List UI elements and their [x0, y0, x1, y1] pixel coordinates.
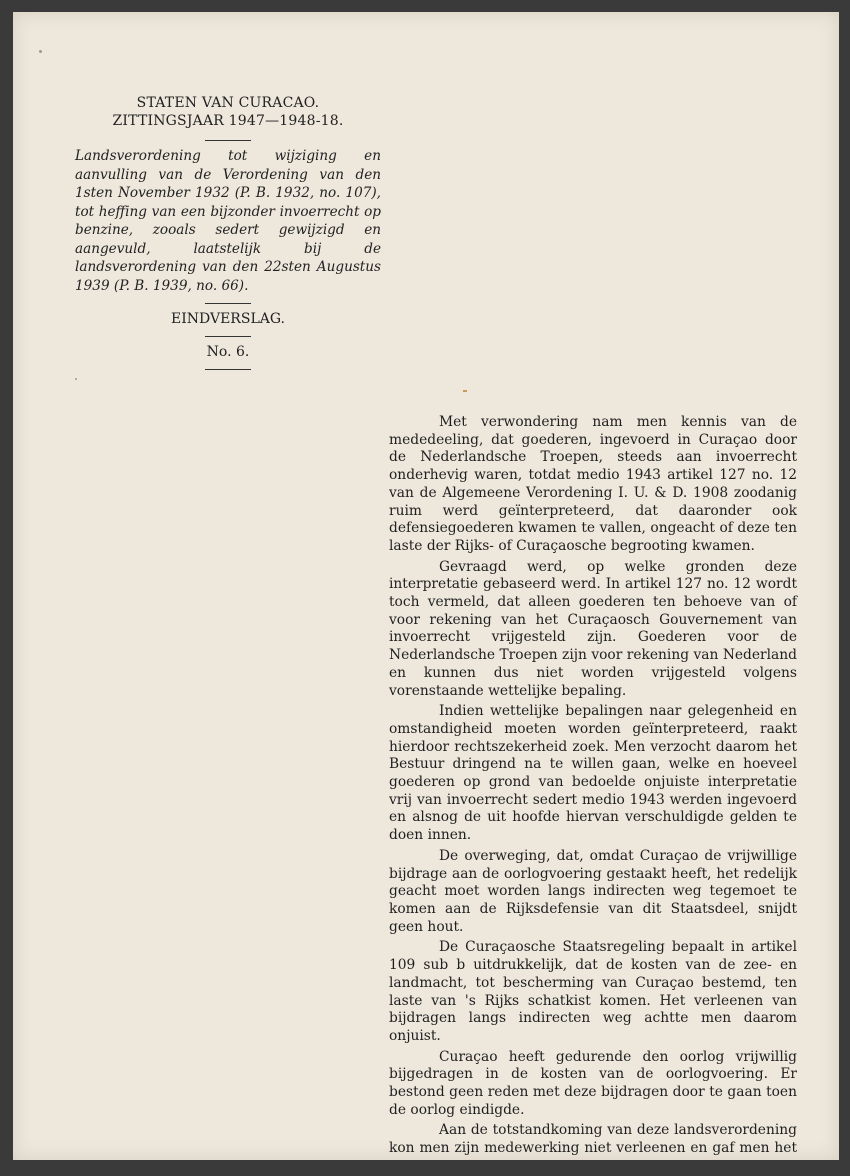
- assembly-title: STATEN VAN CURACAO.: [136, 95, 320, 111]
- paragraph: De overweging, dat, omdat Curaçao de vrijwillige bijdrage aan de oorlogvoering gestaakt heeft, het redelijk geacht moet worden langs indirecten weg tegemoet te komen aan de Rijksdefensie van dit Staatsdeel, snijdt geen hout.: [389, 847, 797, 935]
- report-body: [389, 414, 797, 1161]
- divider: [205, 336, 251, 337]
- divider: [205, 140, 251, 141]
- paragraph: De Curaçaosche Staatsregeling bepaalt in artikel 109 sub b uitdrukkelijk, dat de kosten van de zee- en landmacht, tot bescherming van Curaçao bestemd, ten laste van 's Rijks schatkist komen. Het verleenen van bijdragen langs indirecten weg achtte men daarom onjuist.: [389, 939, 797, 1044]
- scan-mark: [463, 390, 467, 392]
- paragraph: Curaçao heeft gedurende den oorlog vrijwillig bijgedragen in de kosten van de oorlogvoering. Er bestond geen reden met deze bijdragen door te gaan toen de oorlog eindigde.: [389, 1048, 797, 1118]
- session-year: ZITTINGSJAAR 1947—1948-18.: [112, 113, 344, 129]
- scan-speck: [75, 378, 77, 380]
- paragraph: Met verwondering nam men kennis van de mededeeling, dat goederen, ingevoerd in Curaçao door de Nederlandsche Troepen, steeds aan invoerrecht onderhevig waren, totdat medio 1943 artikel 127 no. 12 van de Algemeene Verordening I. U. & D. 1908 zoodanig ruim werd geïnterpreteerd, dat daaronder ook defensiegoederen kwamen te vallen, ongeacht of deze ten laste der Rijks- of Curaçaosche begrooting kwamen.: [389, 414, 797, 554]
- scan-speck: [39, 50, 42, 53]
- ordinance-subject: Landsverordening tot wijziging en aanvulling van de Verordening van den 1sten November 1932 (P. B. 1932, no. 107), tot heffing van een bijzonder invoerrecht op benzine, zooals sedert gewijzigd en aangevuld, laatstelijk bij de landsverordening van den 22sten Augustus 1939 (P. B. 1939, no. 66).: [75, 148, 381, 294]
- document-header: [75, 94, 381, 376]
- document-page: [13, 12, 839, 1160]
- paragraph: Gevraagd werd, op welke gronden deze interpretatie gebaseerd werd. In artikel 127 no. 12 wordt toch vermeld, dat alleen goederen ten behoeve van of voor rekening van het Curaçaosch Gouvernement van invoerrecht vrijgesteld zijn. Goederen voor de Nederlandsche Troepen zijn voor rekening van Nederland en kunnen dus niet worden vrijgesteld volgens vorenstaande wettelijke bepaling.: [389, 558, 797, 699]
- paragraph: Aan de totstandkoming van deze landsverordening kon men zijn medewerking niet verleenen en gaf men het: [389, 1122, 797, 1157]
- report-number: No. 6.: [206, 344, 250, 360]
- report-label: EINDVERSLAG.: [171, 311, 285, 327]
- paragraph: Indien wettelijke bepalingen naar gelegenheid en omstandigheid moeten worden geïnterpreteerd, raakt hierdoor rechtszekerheid zoek. Men verzocht daarom het Bestuur dringend na te willen gaan, welke en hoeveel goederen op grond van bedoelde onjuiste interpretatie vrij van invoerrecht sedert medio 1943 werden ingevoerd en alsnog de uit hoofde hiervan verschuldigde gelden te doen innen.: [389, 703, 797, 844]
- divider: [205, 303, 251, 304]
- divider: [205, 369, 251, 370]
